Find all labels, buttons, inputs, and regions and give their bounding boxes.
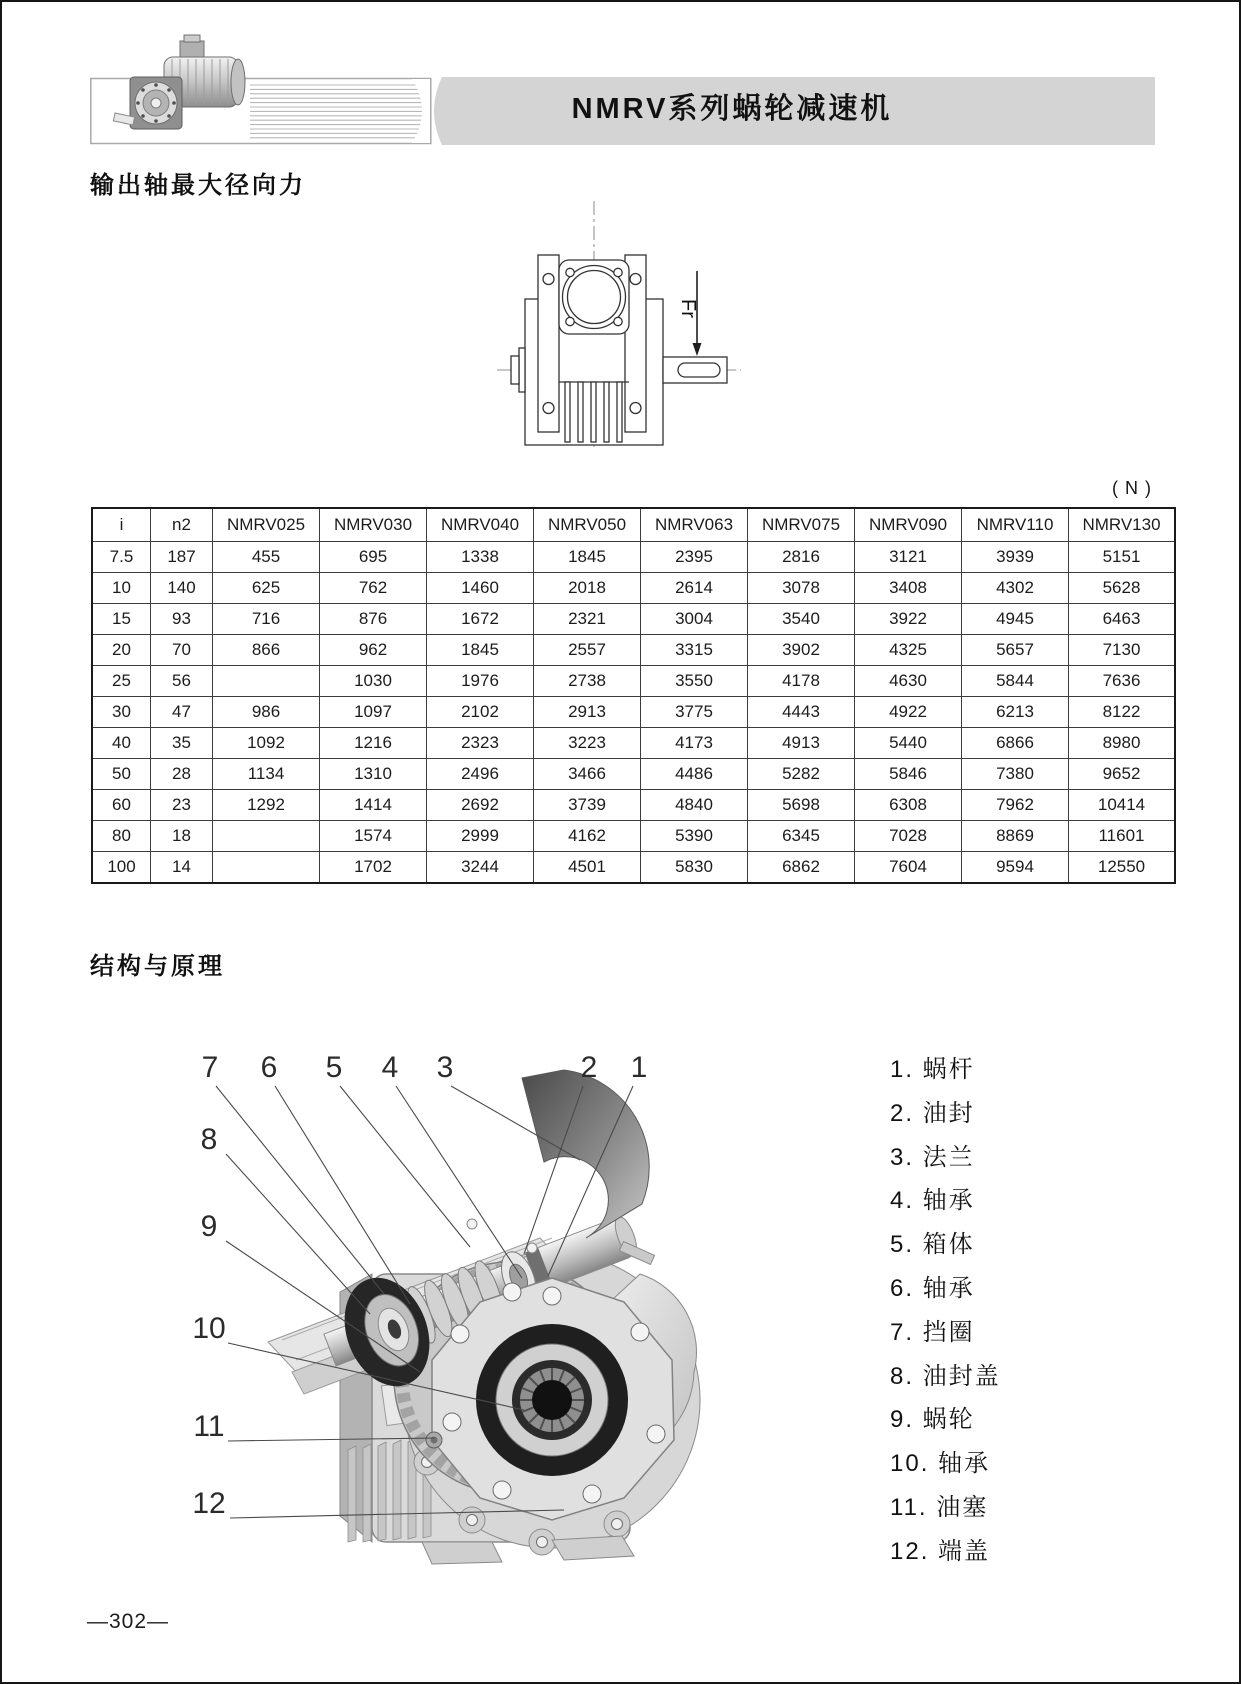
- table-cell: 6213: [962, 697, 1069, 728]
- table-cell: 6866: [962, 728, 1069, 759]
- table-cell: 3550: [641, 666, 748, 697]
- column-header: NMRV075: [748, 508, 855, 542]
- table-cell: 2321: [534, 604, 641, 635]
- table-cell: 6308: [855, 790, 962, 821]
- radial-force-table: [91, 507, 1176, 884]
- table-cell: 60: [92, 790, 151, 821]
- table-cell: 4840: [641, 790, 748, 821]
- table-cell: 962: [320, 635, 427, 666]
- table-cell: 6862: [748, 852, 855, 884]
- structure-cutaway-diagram: [172, 1042, 812, 1572]
- table-cell: 1976: [427, 666, 534, 697]
- callout-10: 10: [192, 1312, 226, 1345]
- table-cell: 1460: [427, 573, 534, 604]
- table-cell: 18: [151, 821, 213, 852]
- callout-5: 5: [325, 1051, 343, 1084]
- table-cell: [213, 852, 320, 884]
- table-cell: 1310: [320, 759, 427, 790]
- legend-item: 10. 轴承: [890, 1450, 991, 1478]
- fr-label: Fr: [677, 299, 699, 318]
- table-row: [92, 635, 1175, 666]
- table-cell: 15: [92, 604, 151, 635]
- table-cell: 6345: [748, 821, 855, 852]
- page-number: —302—: [87, 1610, 170, 1633]
- legend-item: 1. 蜗杆: [890, 1056, 975, 1083]
- table-row: [92, 604, 1175, 635]
- table-cell: 9594: [962, 852, 1069, 884]
- table-cell: 9652: [1069, 759, 1176, 790]
- table-cell: 1702: [320, 852, 427, 884]
- table-cell: 2496: [427, 759, 534, 790]
- table-cell: 1097: [320, 697, 427, 728]
- table-cell: 6463: [1069, 604, 1176, 635]
- table-cell: 7636: [1069, 666, 1176, 697]
- table-row: [92, 821, 1175, 852]
- table-cell: 5844: [962, 666, 1069, 697]
- table-cell: 3540: [748, 604, 855, 635]
- table-cell: 716: [213, 604, 320, 635]
- legend-item: 6. 轴承: [890, 1274, 975, 1302]
- table-cell: 1338: [427, 542, 534, 573]
- table-cell: 1030: [320, 666, 427, 697]
- table-cell: 7962: [962, 790, 1069, 821]
- table-cell: 4178: [748, 666, 855, 697]
- table-cell: 2557: [534, 635, 641, 666]
- table-cell: 1845: [427, 635, 534, 666]
- table-cell: 5151: [1069, 542, 1176, 573]
- callout-6: 6: [260, 1051, 278, 1084]
- table-cell: 1574: [320, 821, 427, 852]
- table-cell: 2692: [427, 790, 534, 821]
- callout-11: 11: [193, 1410, 225, 1443]
- table-cell: 23: [151, 790, 213, 821]
- table-cell: 5698: [748, 790, 855, 821]
- table-cell: 7028: [855, 821, 962, 852]
- table-cell: 986: [213, 697, 320, 728]
- table-cell: 187: [151, 542, 213, 573]
- column-header: i: [92, 508, 151, 542]
- table-cell: 3922: [855, 604, 962, 635]
- callout-7: 7: [201, 1051, 219, 1084]
- table-cell: 2999: [427, 821, 534, 852]
- table-cell: 12550: [1069, 852, 1176, 884]
- table-row: [92, 542, 1175, 573]
- table-cell: 3004: [641, 604, 748, 635]
- table-row: [92, 697, 1175, 728]
- column-header: NMRV050: [534, 508, 641, 542]
- table-cell: 10414: [1069, 790, 1176, 821]
- table-cell: [213, 821, 320, 852]
- unit-label: ( N ): [1112, 478, 1152, 498]
- table-cell: 762: [320, 573, 427, 604]
- column-header: NMRV110: [962, 508, 1069, 542]
- table-row: [92, 790, 1175, 821]
- table-cell: 3466: [534, 759, 641, 790]
- table-cell: 100: [92, 852, 151, 884]
- table-cell: 4922: [855, 697, 962, 728]
- table-cell: 4162: [534, 821, 641, 852]
- table-cell: 2816: [748, 542, 855, 573]
- table-cell: 2913: [534, 697, 641, 728]
- gearbox-cutaway-art: [268, 1070, 700, 1564]
- table-cell: 4630: [855, 666, 962, 697]
- callout-8: 8: [200, 1123, 218, 1156]
- table-cell: 3739: [534, 790, 641, 821]
- table-cell: 5830: [641, 852, 748, 884]
- table-cell: 2018: [534, 573, 641, 604]
- table-cell: 8122: [1069, 697, 1176, 728]
- table-cell: 11601: [1069, 821, 1176, 852]
- table-cell: 3315: [641, 635, 748, 666]
- table-row: [92, 573, 1175, 604]
- table-cell: 140: [151, 573, 213, 604]
- table-cell: 4913: [748, 728, 855, 759]
- table-row: [92, 728, 1175, 759]
- table-cell: 3121: [855, 542, 962, 573]
- table-cell: 4486: [641, 759, 748, 790]
- callout-12: 12: [192, 1487, 226, 1520]
- table-row: [92, 852, 1175, 884]
- table-cell: [213, 666, 320, 697]
- table-cell: 1414: [320, 790, 427, 821]
- table-cell: 30: [92, 697, 151, 728]
- table-cell: 3939: [962, 542, 1069, 573]
- table-cell: 3408: [855, 573, 962, 604]
- table-row: [92, 759, 1175, 790]
- table-cell: 2614: [641, 573, 748, 604]
- table-cell: 7130: [1069, 635, 1176, 666]
- table-cell: 4302: [962, 573, 1069, 604]
- legend-item: 2. 油封: [890, 1099, 975, 1127]
- table-cell: 2395: [641, 542, 748, 573]
- column-header: NMRV090: [855, 508, 962, 542]
- table-cell: 5628: [1069, 573, 1176, 604]
- callout-4: 4: [381, 1051, 399, 1084]
- section-title-radial-force: 输出轴最大径向力: [90, 172, 306, 199]
- table-cell: 1134: [213, 759, 320, 790]
- table-cell: 876: [320, 604, 427, 635]
- table-cell: 40: [92, 728, 151, 759]
- table-cell: 35: [151, 728, 213, 759]
- table-cell: 1292: [213, 790, 320, 821]
- table-cell: 1845: [534, 542, 641, 573]
- legend-item: 4. 轴承: [890, 1187, 975, 1215]
- callout-9: 9: [200, 1210, 218, 1243]
- legend-item: 8. 油封盖: [890, 1362, 1001, 1390]
- table-cell: 28: [151, 759, 213, 790]
- table-cell: 20: [92, 635, 151, 666]
- table-cell: 695: [320, 542, 427, 573]
- table-cell: 8980: [1069, 728, 1176, 759]
- table-cell: 2323: [427, 728, 534, 759]
- table-cell: 2102: [427, 697, 534, 728]
- table-cell: 5282: [748, 759, 855, 790]
- section-title-structure: 结构与原理: [90, 953, 225, 980]
- table-cell: 5440: [855, 728, 962, 759]
- table-cell: 1092: [213, 728, 320, 759]
- table-cell: 10: [92, 573, 151, 604]
- table-cell: 7380: [962, 759, 1069, 790]
- table-cell: 3775: [641, 697, 748, 728]
- radial-force-diagram: [427, 199, 757, 449]
- table-cell: 5846: [855, 759, 962, 790]
- table-cell: 50: [92, 759, 151, 790]
- table-cell: 4501: [534, 852, 641, 884]
- parts-legend: [890, 1048, 1170, 1574]
- table-cell: 455: [213, 542, 320, 573]
- column-header: NMRV030: [320, 508, 427, 542]
- column-header: NMRV025: [213, 508, 320, 542]
- legend-item: 11. 油塞: [890, 1493, 989, 1521]
- table-cell: 14: [151, 852, 213, 884]
- table-row: [92, 666, 1175, 697]
- table-cell: 1216: [320, 728, 427, 759]
- table-cell: 25: [92, 666, 151, 697]
- table-cell: 4173: [641, 728, 748, 759]
- column-header: NMRV063: [641, 508, 748, 542]
- legend-item: 9. 蜗轮: [890, 1406, 975, 1434]
- legend-item: 5. 箱体: [890, 1231, 975, 1259]
- legend-item: 3. 法兰: [890, 1143, 975, 1171]
- callout-2: 2: [580, 1051, 598, 1084]
- page-title: NMRV系列蜗轮减速机: [571, 93, 893, 125]
- fr-force-arrow: [677, 271, 702, 356]
- table-cell: 93: [151, 604, 213, 635]
- table-cell: 3902: [748, 635, 855, 666]
- callout-1: 1: [630, 1051, 648, 1084]
- table-cell: 1672: [427, 604, 534, 635]
- table-cell: 7604: [855, 852, 962, 884]
- table-cell: 5657: [962, 635, 1069, 666]
- callout-3: 3: [436, 1051, 454, 1084]
- column-header: NMRV040: [427, 508, 534, 542]
- table-cell: 4325: [855, 635, 962, 666]
- gearbox-outline: [511, 255, 727, 445]
- table-cell: 3223: [534, 728, 641, 759]
- table-cell: 8869: [962, 821, 1069, 852]
- table-cell: 3078: [748, 573, 855, 604]
- table-cell: 56: [151, 666, 213, 697]
- table-cell: 3244: [427, 852, 534, 884]
- column-header: NMRV130: [1069, 508, 1176, 542]
- table-cell: 866: [213, 635, 320, 666]
- table-cell: 47: [151, 697, 213, 728]
- table-cell: 5390: [641, 821, 748, 852]
- table-cell: 625: [213, 573, 320, 604]
- table-cell: 70: [151, 635, 213, 666]
- legend-item: 12. 端盖: [890, 1537, 991, 1565]
- legend-item: 7. 挡圈: [890, 1318, 975, 1346]
- column-header: n2: [151, 508, 213, 542]
- table-cell: 2738: [534, 666, 641, 697]
- table-cell: 4945: [962, 604, 1069, 635]
- table-cell: 7.5: [92, 542, 151, 573]
- table-cell: 4443: [748, 697, 855, 728]
- table-cell: 80: [92, 821, 151, 852]
